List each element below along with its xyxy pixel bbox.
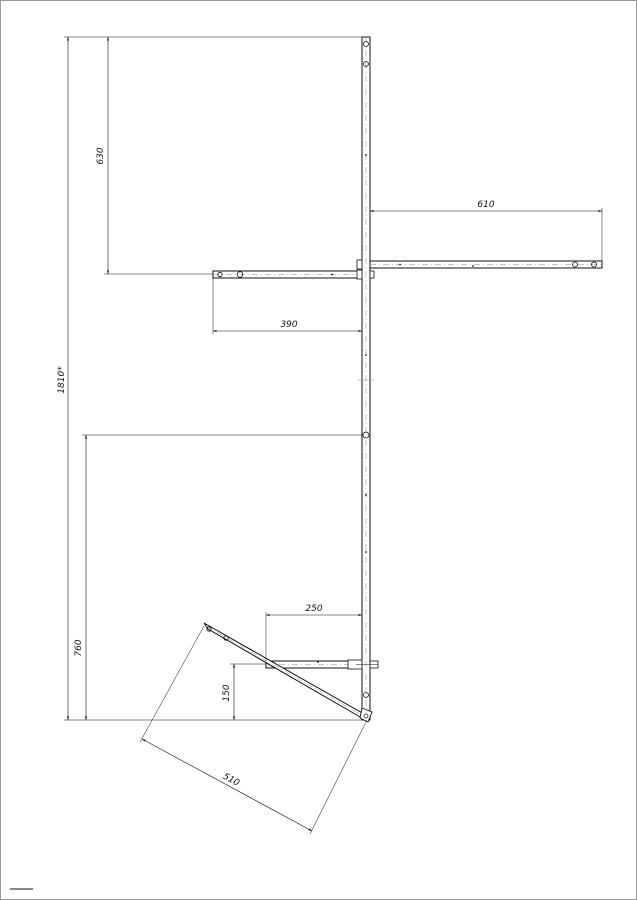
dimension-overall-height (57, 37, 362, 720)
dimension-left-arm (213, 278, 362, 334)
dim-label-bottom-arm: 250 (305, 604, 323, 614)
dim-label-lower-mount: 760 (74, 639, 84, 657)
dim-label-left-arm: 390 (280, 320, 298, 330)
dim-label-upper-offset: 630 (96, 147, 106, 165)
dim-label-bottom-height: 150 (222, 684, 232, 702)
dimension-bottom-arm (266, 604, 362, 661)
vertical-post (358, 37, 374, 720)
dim-label-brace: 510 (221, 771, 241, 789)
dimension-right-arm (370, 200, 602, 261)
dimension-brace (140, 626, 367, 834)
dimension-lower-mount (74, 435, 362, 720)
dim-label-overall-height: 1810* (57, 366, 67, 394)
dimension-upper-offset (96, 37, 213, 274)
right-upper-arm (357, 260, 602, 269)
left-upper-arm (213, 270, 374, 279)
dimension-bottom-height (222, 664, 266, 720)
diagonal-brace (204, 623, 372, 722)
dim-label-right-arm: 610 (477, 200, 495, 210)
sheet-border (1, 1, 637, 900)
